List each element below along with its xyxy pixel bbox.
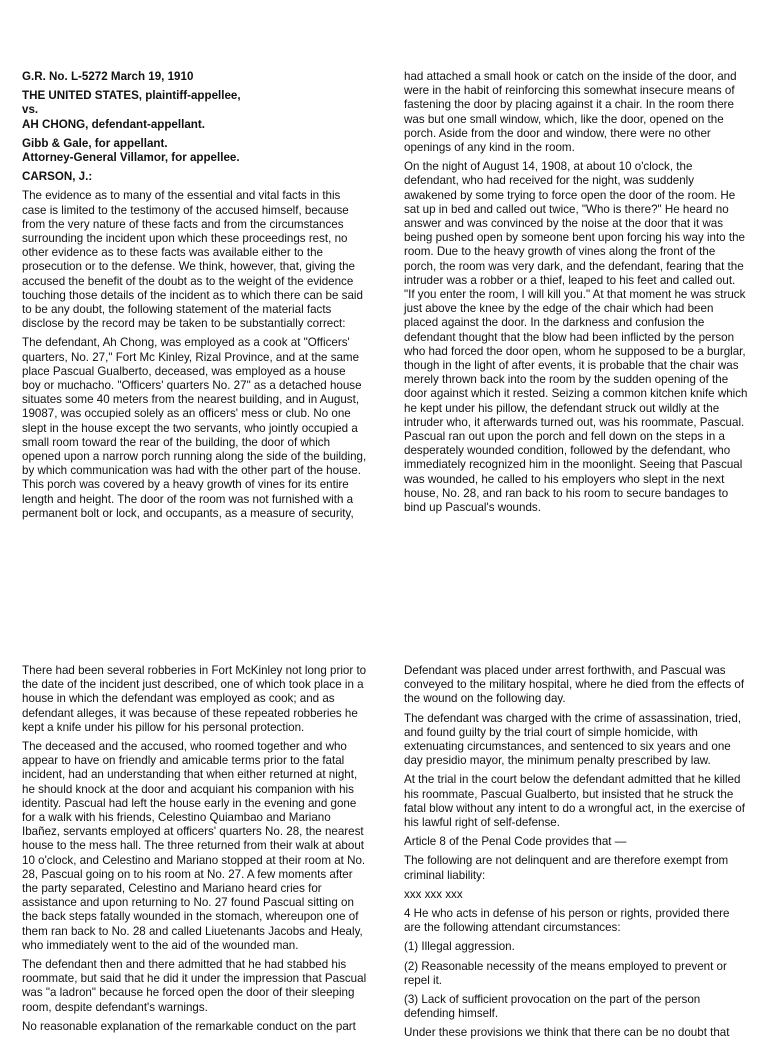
counsel-appellee: Attorney-General Villamor, for appellee.	[22, 151, 240, 165]
paragraph: xxx xxx xxx	[404, 887, 463, 901]
counsel-appellant: Gibb & Gale, for appellant.	[22, 136, 168, 150]
page1-left-column	[22, 70, 367, 526]
paragraph: At the trial in the court below the defendant admitted that he killed his roommate, Pascual Gualberto, but insisted that he struck the fatal blow without any intent to do a wrongful act, in the exercise of his lawful right of self-defense.	[404, 773, 745, 830]
paragraph: The deceased and the accused, who roomed together and who appear to have on friendly and amicable terms prior to the fatal incident, had an understanding that when either returned at night, he should knock at the door and acquiant his companion with his identity. Pascual had left the house early in the evening and gone for a walk with his friends, Celestino Quiambao and Mariano Ibañez, servants employed at officers' quarters No. 28, the nearest house to the mess hall. The three returned from their walk at about 10 o'clock, and Celestino and Mariano stopped at their room at No. 28, Pascual going on to his room at No. 27. A few moments after the party separated, Celestino and Mariano heard cries for assistance and upon returning to No. 27 found Pascual sitting on the back steps fatally wounded in the stomach, whereupon one of them ran back to No. 28 and called Liuetenants Jacobs and Healy, who immediately went to the aid of the wounded man.	[22, 740, 366, 952]
paragraph: Defendant was placed under arrest forthwith, and Pascual was conveyed to the military hospital, where he died from the effects of the wound on the following day.	[404, 664, 745, 706]
plaintiff-line: THE UNITED STATES, plaintiff-appellee,	[22, 89, 241, 103]
paragraph: The defendant then and there admitted that he had stabbed his roommate, but said that he did it under the impression that Pascual was "a ladron" because he forced open the door of their sleeping room, despite defendant's warnings.	[22, 958, 367, 1014]
paragraph: (2) Reasonable necessity of the means employed to prevent or repel it.	[404, 959, 727, 987]
paragraph: 4 He who acts in defense of his person or rights, provided there are the following attendant circumstances:	[404, 907, 730, 935]
paragraph: No reasonable explanation of the remarkable conduct on the part	[22, 1019, 356, 1033]
paragraph: The following are not delinquent and are therefore exempt from criminal liability:	[404, 854, 729, 882]
paragraph: Article 8 of the Penal Code provides that —	[404, 835, 627, 849]
paragraph: Under these provisions we think that there can be no doubt that	[404, 1026, 730, 1040]
paragraph: The evidence as to many of the essential and vital facts in this case is limited to the testimony of the accused himself, because from the very nature of these facts and from the circumstances surrounding the incident upon which these proceedings rest, no other evidence as to these facts was available either to the prosecution or to the defense. We think, however, that, giving the accused the benefit of the doubt as to the weight of the evidence touching those details of the incident as to which there can be said to be any doubt, the following statement of the material facts disclose by the record may be taken to be substantially correct:	[22, 189, 363, 331]
page2-right-column	[404, 664, 749, 1046]
page2-left-column	[22, 664, 367, 1039]
paragraph: The defendant was charged with the crime of assassination, tried, and found guilty by the trial court of simple homicide, with extenuating circumstances, and sentenced to six years and one day presidio mayor, the minimum penalty prescribed by law.	[404, 711, 742, 768]
paragraph: On the night of August 14, 1908, at about 10 o'clock, the defendant, who had received for the night, was suddenly awakened by some trying to force open the door of the room. He sat up in bed and called out twice, "Who is there?" He heard no answer and was convinced by the noise at the door that it was being pushed open by someone bent upon forcing his way into the room. Due to the heavy growth of vines along the front of the porch, the room was very dark, and the defendant, fearing that the intruder was a robber or a thief, leaped to his feet and called out. "If you enter the room, I will kill you." At that moment he was struck just above the knee by the edge of the chair which had been placed against the door. In the darkness and confusion the defendant thought that the blow had been inflicted by the person who had forced the door open, whom he supposed to be a burglar, though in the light of after events, it is probable that the chair was merely thrown back into the room by the sudden opening of the door against which it rested. Seizing a common kitchen knife which he kept under his pillow, the defendant struck out wildly at the intruder who, it afterwards turned out, was his roommate, Pascual. Pascual ran out upon the porch and fell down on the steps in a desperately wounded condition, followed by the defendant, who immediately recognized him in the moonlight. Seeing that Pascual was wounded, he called to his employers who slept in the next house, No. 28, and ran back to his room to secure bandages to bind up Pascual's wounds.	[404, 160, 748, 515]
paragraph: The defendant, Ah Chong, was employed as a cook at "Officers' quarters, No. 27," Fort Mc Kinley, Rizal Province, and at the same place Pascual Gualberto, deceased, was employed as a house boy or muchacho. "Officers' quarters No. 27" as a detached house situates some 40 meters from the nearest building, and in August, 19087, was occupied solely as an officers' mess or club. No one slept in the house except the two servants, who jointly occupied a small room toward the rear of the building, the door of which opened upon a narrow porch running along the side of the building, by which communication was had with the other part of the house. This porch was covered by a heavy growth of vines for its entire length and height. The door of the room was not furnished with a permanent bolt or lock, and occupants, as a measure of security,	[22, 336, 367, 520]
paragraph: (1) Illegal aggression.	[404, 940, 515, 954]
versus-line: vs.	[22, 103, 39, 117]
case-number: G.R. No. L-5272 March 19, 1910	[22, 70, 194, 83]
paragraph: (3) Lack of sufficient provocation on the part of the person defending himself.	[404, 993, 701, 1021]
defendant-line: AH CHONG, defendant-appellant.	[22, 117, 205, 131]
paragraph: had attached a small hook or catch on the inside of the door, and were in the habit of reinforcing this somewhat insecure means of fastening the door by placing against it a chair. In the room there was but one small window, which, like the door, opened on the porch. Aside from the door and window, there were no other openings of any kind in the room.	[404, 70, 737, 155]
paragraph: There had been several robberies in Fort McKinley not long prior to the date of the incident just described, one of which took place in a house in which the defendant was employed as cook; and as defendant alleges, it was because of these repeated robberies he kept a knife under his pillow for his personal protection.	[22, 664, 367, 734]
page1-right-column	[404, 70, 749, 520]
judge-name: CARSON, J.:	[22, 170, 93, 184]
